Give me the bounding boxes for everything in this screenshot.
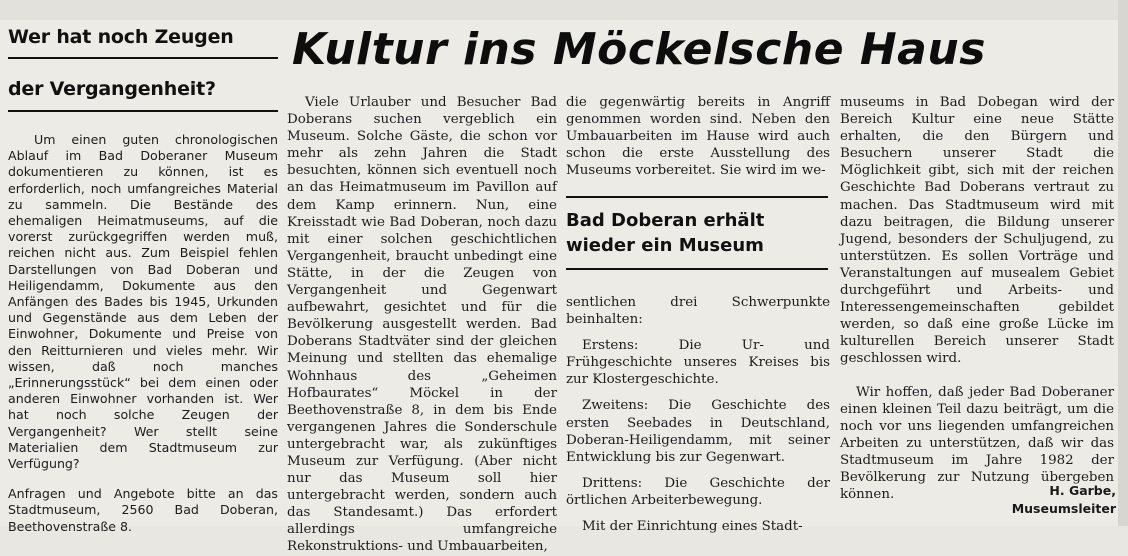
article-column-2-bottom: [566, 294, 830, 535]
article-column-2-top: die gegenwärtig bereits in Angriff genommen worden sind. Neben den Umbauarbeiten im Hause wird auch schon die erste Ausstellung des Museums vorbereitet. Sie wird im we-: [566, 95, 830, 179]
article-subhead: [566, 208, 828, 258]
column-2-paragraph-5: Mit der Einrichtung eines Stadt-: [582, 519, 803, 535]
sidebar-body: [8, 132, 278, 535]
sidebar-paragraph-1: Um einen guten chronologischen Ablauf im Bad Doberaner Museum dokumentieren zu können, ist es erforderlich, noch umfangreiches Material zu sammeln. Die Bestände des ehemaligen Heimatmuseums, auf die vorerst zurückgegriffen werden muß, reichen nicht aus. Zum Beispiel fehlen Darstellungen von Bad Doberan und Heiligendamm, Dokumente aus den Anfängen des Bades bis 1945, Urkunden und Gegenstände aus dem Leben der Einwohner, Dokumente und Preise von den Reitturnieren und vieles mehr. Wir wissen, daß noch manches „Erinnerungsstück“ bei dem einen oder anderen Einwohner vorhanden ist. Wer hat noch solche Zeugen der Vergangenheit? Wer stellt seine Materialien dem Stadtmuseum zur Verfügung?: [8, 132, 278, 472]
subhead-line-1: Bad Doberan erhält: [566, 210, 765, 231]
column-2-paragraph-1: sentlichen drei Schwerpunkte beinhalten:: [566, 295, 830, 328]
subhead-rule-top: [566, 196, 828, 198]
author-name: H. Garbe,: [1049, 483, 1116, 498]
subhead-line-2: wieder ein Museum: [566, 235, 764, 256]
sidebar-title-line2: der Vergangenheit?: [8, 78, 216, 100]
column-2-paragraph-3: Zweitens: Die Geschichte des ersten Seebades in Deutschland, Doberan-Heiligendamm, mit seiner Entwicklung bis zur Gegenwart.: [566, 398, 830, 465]
author-signature: [1012, 482, 1116, 518]
column-2-paragraph-2: Erstens: Die Ur- und Frühgeschichte unseres Kreises bis zur Klostergeschichte.: [566, 338, 830, 388]
column-3-paragraph-1: museums in Bad Dobegan wird der Bereich Kultur eine neue Stätte erhalten, die den Bürgern und Besuchern unserer Stadt die Möglichkeit gibt, sich mit der reichen Geschichte Bad Doberans vertraut zu machen. Das Stadtmuseum wird mit dazu beitragen, die Bildung unserer Jugend, besonders der Schuljugend, zu unterstützen. Es sollen Vorträge und Veranstaltungen auf musealem Gebiet durchgeführt und Arbeits- und Interessengemeinschaften gebildet werden, so daß eine große Lücke im kulturellen Bereich unserer Stadt geschlossen wird.: [840, 95, 1114, 367]
sidebar-title-line1: Wer hat noch Zeugen: [8, 26, 234, 48]
sidebar-rule-top: [8, 57, 278, 59]
sidebar-rule-bottom: [8, 110, 278, 112]
author-role: Museumsleiter: [1011, 501, 1116, 516]
previous-page-strip: [0, 0, 1128, 20]
article-column-3: [840, 94, 1114, 503]
column-2-paragraph-4: Drittens: Die Geschichte der örtlichen Arbeiterbewegung.: [566, 475, 830, 508]
article-column-1: Viele Urlauber und Besucher Bad Doberans suchen vergeblich ein Museum. Solche Gäste, die schon vor mehr als zehn Jahren die Stadt besuchten, können sich eventuell noch an das Heimatmuseum im Pavillon auf dem Kamp erinnern. Nun, eine Kreisstadt wie Bad Doberan, noch dazu mit einer solchen geschichtlichen Vergangenheit, braucht unbedingt eine Stätte, in der die Zeugen von Vergangenheit und Gegenwart aufbewahrt, gesichtet und für die Bevölkerung ausgestellt werden. Bad Doberans Stadtväter sind der gleichen Meinung und stellten das ehemalige Wohnhaus des „Geheimen Hofbaurates“ Möckel in der Beethovenstraße 8, in dem bis Ende vergangenen Jahres die Sonderschule untergebracht war, als zukünftiges Museum zur Verfügung. (Aber nicht nur das Museum soll hier untergebracht werden, sondern auch das Standesamt.) Das erfordert allerdings umfangreiche Rekonstruktions- und Umbauarbeiten,: [287, 95, 557, 555]
sidebar-paragraph-2: Anfragen und Angebote bitte an das Stadtmuseum, 2560 Bad Doberan, Beethovenstraße 8.: [8, 486, 278, 534]
subhead-rule-bottom: [566, 268, 828, 270]
page-edge: [1118, 0, 1128, 526]
article-headline: Kultur ins Möckelsche Haus: [292, 24, 986, 75]
column-3-paragraph-2: Wir hoffen, daß jeder Bad Doberaner einen kleinen Teil dazu beiträgt, um die noch vor uns liegenden umfangreichen Arbeiten zu unterstützen, daß wir das Stadtmuseum im Jahre 1982 der Bevölkerung zur Nutzung übergeben können.: [840, 384, 1114, 503]
